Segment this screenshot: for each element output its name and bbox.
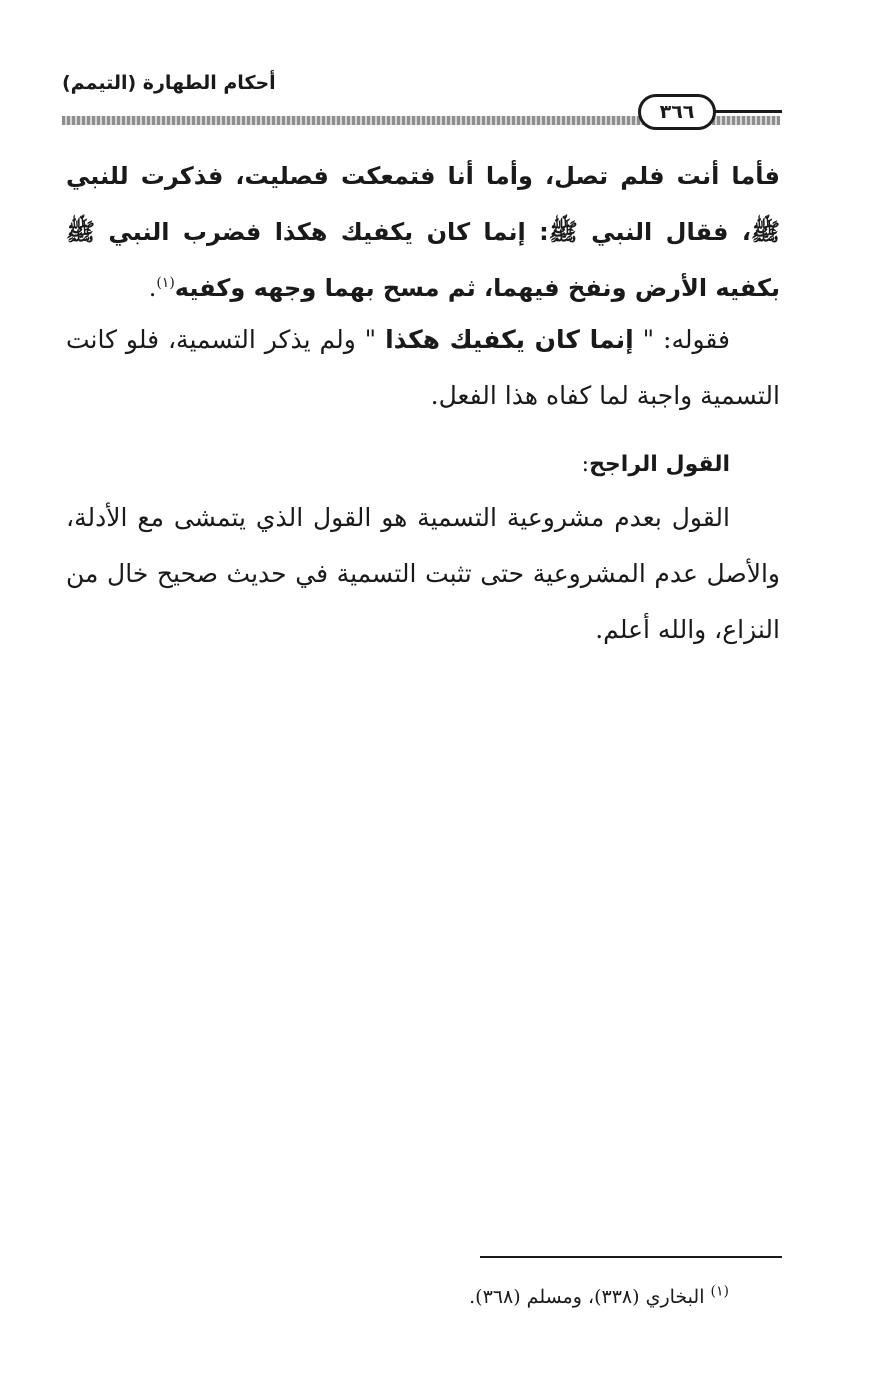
footnote-separator [480,1256,782,1258]
paragraph-commentary [66,312,780,424]
paragraph-hadith-end: . [148,274,157,302]
conclusion-text: القول بعدم مشروعية التسمية هو القول الذي يتمشى مع الأدلة، والأصل عدم المشروعية حتى تثبت التسمية في حديث صحيح خال من النزاع، والله أعلم. [66,503,780,644]
section-heading [66,437,780,493]
commentary-quote: إنما كان يكفيك هكذا [385,325,634,354]
footnote [469,1283,729,1308]
commentary-rest: " ولم يذكر التسمية، فلو كانت التسمية واجبة لما كفاه هذا الفعل. [66,325,780,410]
running-title: أحكام الطهارة (التيمم) [62,72,276,94]
footnote-reference: (١) [156,275,175,291]
page-number: ٣٦٦ [638,94,716,130]
footnote-text: البخاري (٣٣٨)، ومسلم (٣٦٨). [469,1286,705,1308]
section-heading-colon: : [581,452,590,477]
paragraph-hadith-part-b: ، وأما أنا فتمعكت فصليت، فذكرت للنبي ﷺ، فقال النبي ﷺ: إنما كان يكفيك هكذا فضرب النبي ﷺ بكفيه الأرض ونفخ فيهما، ثم مسح بهما وجهه وكفيه [66,162,780,302]
paragraph-conclusion [66,490,780,658]
paragraph-hadith [66,148,780,316]
section-heading-text: القول الراجح [589,452,730,477]
footnote-marker: (١) [710,1283,729,1300]
commentary-lead: فقوله: " [633,325,730,354]
paragraph-hadith-part-a: فأما أنت فلم تصل [554,162,780,190]
